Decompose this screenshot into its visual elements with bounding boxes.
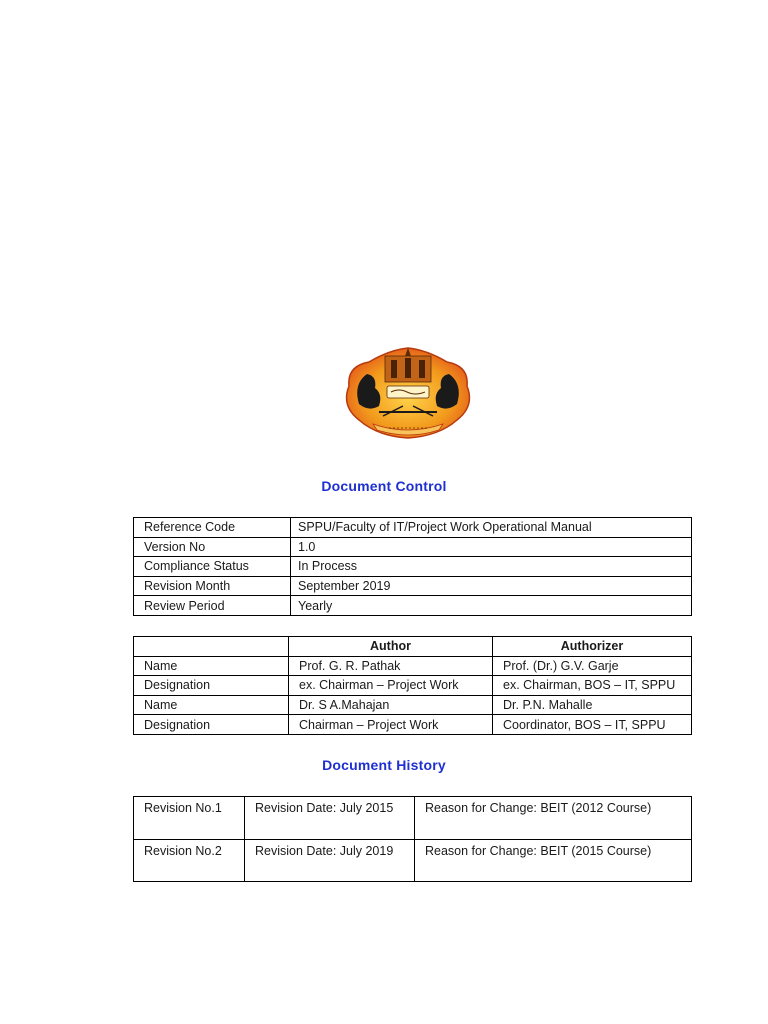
row-label: Compliance Status xyxy=(134,557,291,577)
table-row xyxy=(134,596,692,616)
row-label: Version No xyxy=(134,537,291,557)
authorizer-cell: Prof. (Dr.) G.V. Garje xyxy=(493,656,692,676)
document-control-table xyxy=(133,517,692,616)
table-row xyxy=(134,557,692,577)
row-value: SPPU/Faculty of IT/Project Work Operational Manual xyxy=(291,518,692,538)
row-label: Name xyxy=(134,695,289,715)
column-header-empty xyxy=(134,637,289,657)
author-cell: Chairman – Project Work xyxy=(289,715,493,735)
revision-date: Revision Date: July 2015 xyxy=(245,797,415,840)
table-row xyxy=(134,676,692,696)
authorizer-cell: Coordinator, BOS – IT, SPPU xyxy=(493,715,692,735)
author-cell: Prof. G. R. Pathak xyxy=(289,656,493,676)
row-value: 1.0 xyxy=(291,537,692,557)
university-emblem-icon xyxy=(339,346,477,440)
document-control-heading: Document Control xyxy=(321,478,447,494)
author-cell: ex. Chairman – Project Work xyxy=(289,676,493,696)
revision-date: Revision Date: July 2019 xyxy=(245,839,415,882)
author-authorizer-table xyxy=(133,636,692,735)
column-header-author: Author xyxy=(289,637,493,657)
row-label: Review Period xyxy=(134,596,291,616)
authorizer-cell: Dr. P.N. Mahalle xyxy=(493,695,692,715)
row-value: Yearly xyxy=(291,596,692,616)
revision-number: Revision No.1 xyxy=(134,797,245,840)
table-row xyxy=(134,695,692,715)
revision-reason: Reason for Change: BEIT (2012 Course) xyxy=(415,797,692,840)
table-row xyxy=(134,537,692,557)
document-history-table xyxy=(133,796,692,882)
table-row xyxy=(134,715,692,735)
row-label: Revision Month xyxy=(134,576,291,596)
table-row xyxy=(134,576,692,596)
row-value: In Process xyxy=(291,557,692,577)
column-header-authorizer: Authorizer xyxy=(493,637,692,657)
row-label: Designation xyxy=(134,715,289,735)
revision-reason: Reason for Change: BEIT (2015 Course) xyxy=(415,839,692,882)
table-row xyxy=(134,797,692,840)
author-cell: Dr. S A.Mahajan xyxy=(289,695,493,715)
row-value: September 2019 xyxy=(291,576,692,596)
row-label: Name xyxy=(134,656,289,676)
table-row xyxy=(134,656,692,676)
authorizer-cell: ex. Chairman, BOS – IT, SPPU xyxy=(493,676,692,696)
row-label: Designation xyxy=(134,676,289,696)
table-row xyxy=(134,839,692,882)
document-history-heading: Document History xyxy=(322,757,446,773)
row-label: Reference Code xyxy=(134,518,291,538)
table-row xyxy=(134,518,692,538)
revision-number: Revision No.2 xyxy=(134,839,245,882)
table-header-row xyxy=(134,637,692,657)
